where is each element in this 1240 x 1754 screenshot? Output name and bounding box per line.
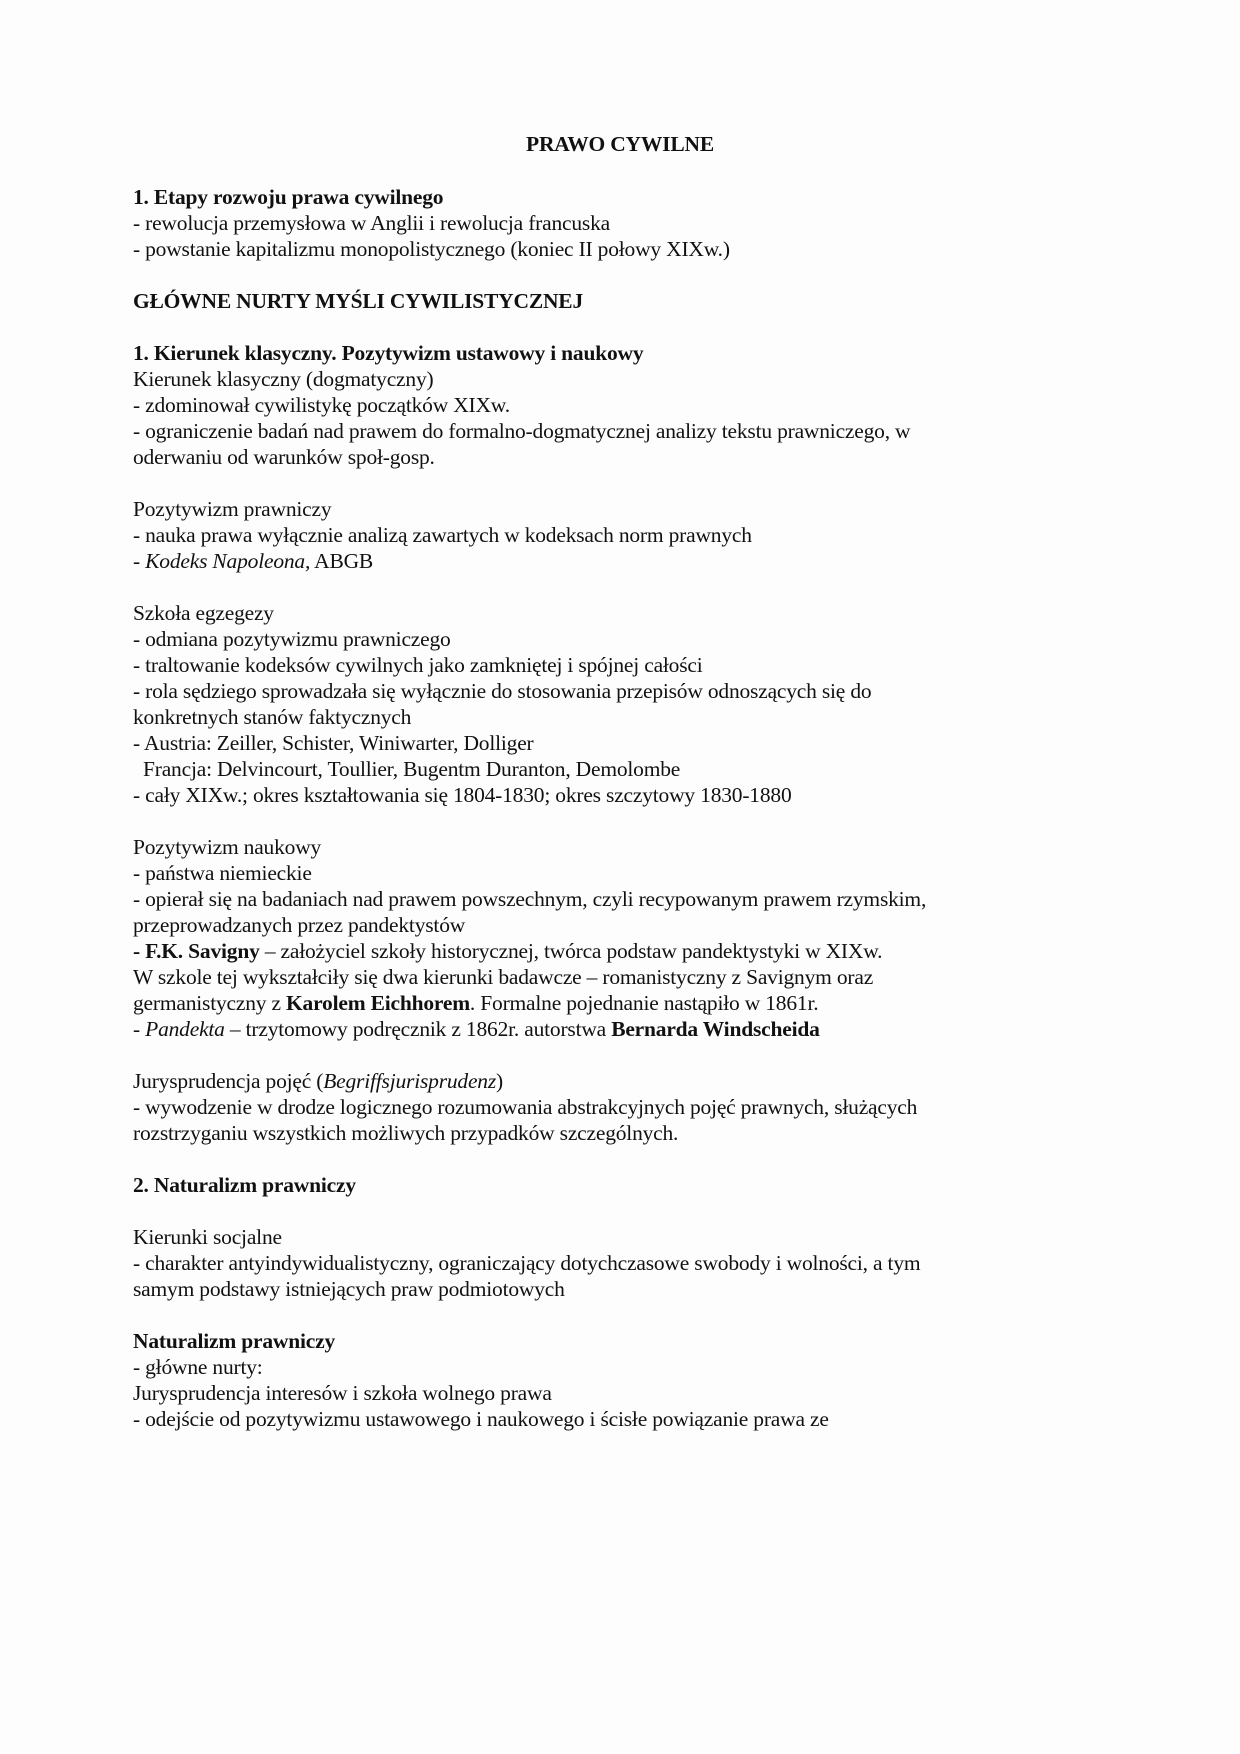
text-line-pandekta (133, 1016, 820, 1042)
bold-fragment: Karolem Eichhorem (286, 991, 470, 1015)
main-heading: GŁÓWNE NURTY MYŚLI CYWILISTYCZNEJ (133, 289, 583, 313)
document-title-text: PRAWO CYWILNE (526, 132, 714, 156)
text-line: - główne nurty: (133, 1355, 263, 1379)
text-line: przeprowadzanych przez pandektystów (133, 913, 466, 937)
text-line: - nauka prawa wyłącznie analizą zawartych w kodeksach norm prawnych (133, 523, 752, 547)
subsection-title: Kierunki socjalne (133, 1225, 282, 1249)
text-line: konkretnych stanów faktycznych (133, 705, 412, 729)
text-line: - Austria: Zeiller, Schister, Winiwarter, Dolliger (133, 731, 534, 755)
text-line: - charakter antyindywidualistyczny, ograniczający dotychczasowe swobody i wolności, a tym (133, 1251, 921, 1275)
text-line: - wywodzenie w drodze logicznego rozumowania abstrakcyjnych pojęć prawnych, służących (133, 1095, 918, 1119)
text-line: oderwaniu od warunków społ-gosp. (133, 445, 435, 469)
text-fragment: Jurysprudencja pojęć ( (133, 1069, 324, 1093)
text-fragment: ABGB (310, 549, 374, 573)
text-fragment: . Formalne pojednanie nastąpiło w 1861r. (469, 991, 819, 1015)
text-line-codes (133, 548, 373, 574)
text-line-savigny (133, 938, 882, 964)
text-fragment: – założyciel szkoły historycznej, twórca podstaw pandektystyki w XIXw. (259, 939, 883, 963)
section-heading-etapy: 1. Etapy rozwoju prawa cywilnego (133, 185, 444, 209)
subsection-title: Kierunek klasyczny (dogmatyczny) (133, 367, 434, 391)
text-line: - powstanie kapitalizmu monopolistycznego (koniec II połowy XIXw.) (133, 237, 730, 261)
text-line: - rewolucja przemysłowa w Anglii i rewolucja francuska (133, 211, 610, 235)
text-fragment: ) (496, 1069, 503, 1093)
bold-fragment: - F.K. Savigny (133, 939, 260, 963)
text-fragment: - (133, 549, 146, 573)
text-fragment: germanistyczny z (133, 991, 287, 1015)
subsection-title-bold: Naturalizm prawniczy (133, 1329, 336, 1353)
text-line: - cały XIXw.; okres kształtowania się 1804-1830; okres szczytowy 1830-1880 (133, 783, 792, 807)
subsection-title-jurysprudencja (133, 1068, 503, 1094)
text-line: - państwa niemieckie (133, 861, 312, 885)
text-line: - opierał się na badaniach nad prawem powszechnym, czyli recypowanym prawem rzymskim, (133, 887, 927, 911)
text-line: - odejście od pozytywizmu ustawowego i naukowego i ścisłe powiązanie prawa ze (133, 1407, 829, 1431)
text-line: - rola sędziego sprowadzała się wyłącznie do stosowania przepisów odnoszących się do (133, 679, 872, 703)
text-line-eichhorn (133, 990, 818, 1016)
subsection-title: Szkoła egzegezy (133, 601, 274, 625)
section-heading-kierunek-klasyczny: 1. Kierunek klasyczny. Pozytywizm ustawowy i naukowy (133, 341, 644, 365)
text-fragment: - (133, 1017, 146, 1041)
text-line: rozstrzyganiu wszystkich możliwych przypadków szczególnych. (133, 1121, 679, 1145)
italic-fragment: Kodeks Napoleona, (145, 549, 311, 573)
text-line: - ograniczenie badań nad prawem do formalno-dogmatycznej analizy tekstu prawniczego, w (133, 419, 911, 443)
text-line: W szkole tej wykształciły się dwa kierunki badawcze – romanistyczny z Savignym oraz (133, 965, 874, 989)
text-line: - traltowanie kodeksów cywilnych jako zamkniętej i spójnej całości (133, 653, 703, 677)
text-line: Francja: Delvincourt, Toullier, Bugentm Duranton, Demolombe (143, 757, 681, 781)
subsection-title: Pozytywizm prawniczy (133, 497, 332, 521)
text-fragment: – trzytomowy podręcznik z 1862r. autorstwa (224, 1017, 612, 1041)
text-line: - zdominował cywilistykę początków XIXw. (133, 393, 510, 417)
text-line: - odmiana pozytywizmu prawniczego (133, 627, 451, 651)
subsection-title: Pozytywizm naukowy (133, 835, 322, 859)
text-line: Jurysprudencja interesów i szkoła wolnego prawa (133, 1381, 552, 1405)
section-heading-naturalizm: 2. Naturalizm prawniczy (133, 1173, 356, 1197)
italic-fragment: Begriffsjurisprudenz (323, 1069, 497, 1093)
text-line: samym podstawy istniejących praw podmiotowych (133, 1277, 565, 1301)
italic-fragment: Pandekta (145, 1017, 225, 1041)
bold-fragment: Bernarda Windscheida (611, 1017, 820, 1041)
document-title (0, 131, 1240, 157)
